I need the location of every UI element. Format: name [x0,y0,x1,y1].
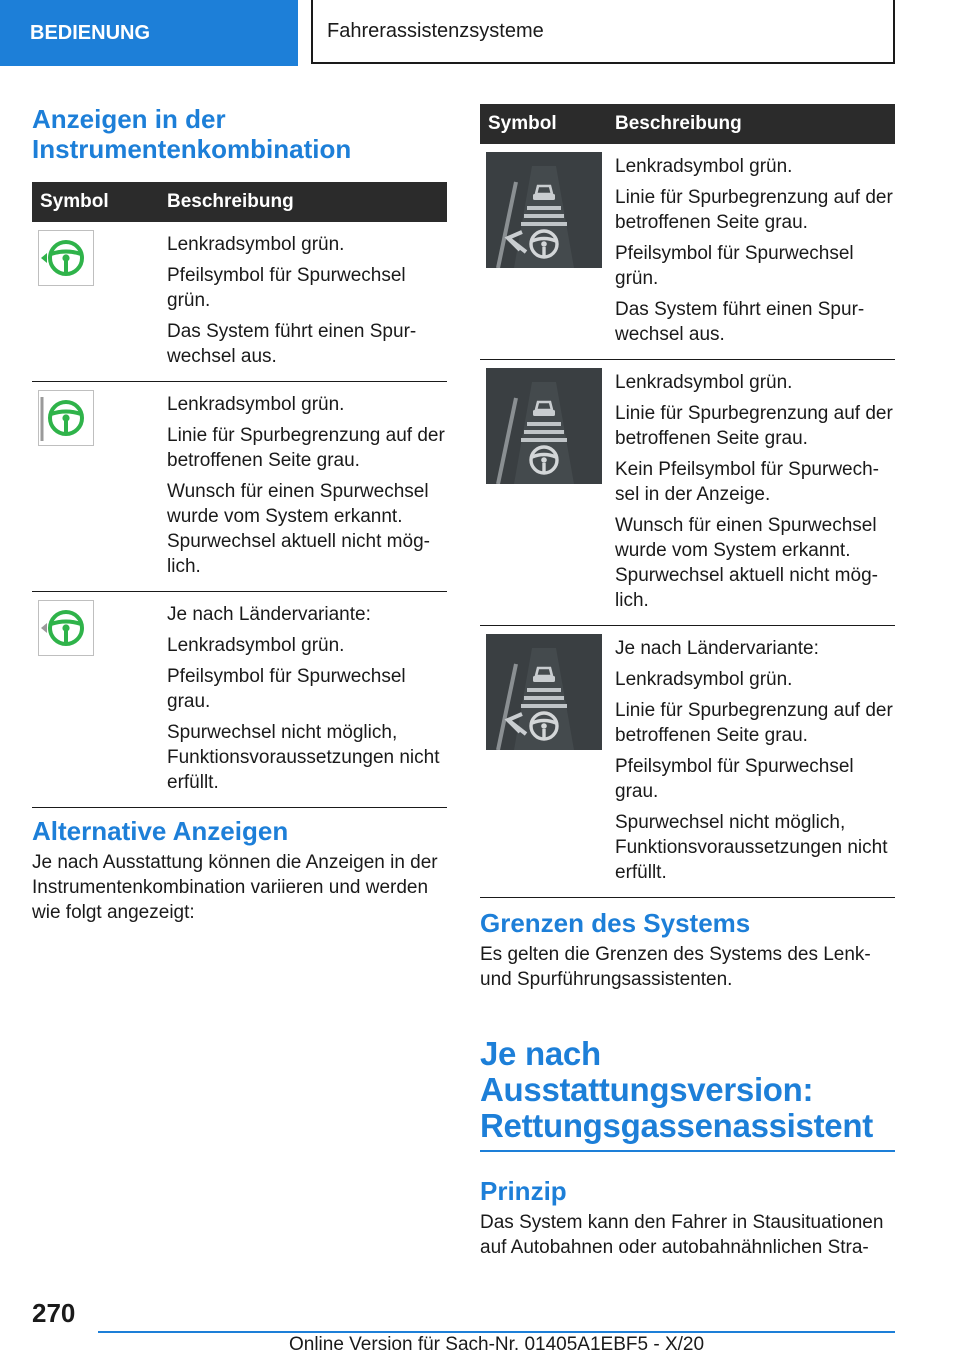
section-tab[interactable]: BEDIENUNG [0,0,298,66]
symbol-table-alternative [480,104,895,898]
description-line: Lenkradsymbol grün. [615,669,793,690]
limits-text: Es gelten die Grenzen des Systems des Lenk- und Spurführungsassistenten. [480,944,871,990]
description-line: Lenkradsymbol grün. [167,394,345,415]
principle-heading: Prinzip [480,1176,567,1206]
main-heading-line: Ausstattungsversion: [480,1071,814,1108]
table-row [32,592,447,808]
main-heading-block [480,1036,895,1152]
description-line: Pfeilsymbol für Spurwechsel grün. [167,265,406,311]
col-header-symbol: Symbol [32,182,163,222]
footer-text: Online Version für Sach-Nr. 01405A1EBF5 - X/20 [288,1334,705,1355]
lane-change-request-icon [486,368,602,484]
lane-change-unavailable-icon [486,634,602,750]
description-line: Je nach Ländervariante: [167,604,371,625]
description-line: Pfeilsymbol für Spurwechsel grau. [167,666,406,712]
col-header-description: Beschreibung [611,104,895,144]
description-line: Spurwechsel nicht möglich, Funktionsvoraussetzungen nicht erfüllt. [167,722,440,793]
description-line: Lenkradsymbol grün. [167,234,345,255]
table-row [32,382,447,592]
limits-heading: Grenzen des Systems [480,908,751,938]
alternative-heading: Alternative Anzeigen [32,816,289,846]
description-line: Lenkradsymbol grün. [615,372,793,393]
description-line: Je nach Ländervariante: [615,638,819,659]
page-number: 270 [32,1298,76,1328]
description-line: Lenkradsymbol grün. [167,635,345,656]
description-line: Kein Pfeilsymbol für Spurwech-sel in der Anzeige. [615,459,879,505]
symbol-table [32,182,447,808]
description-line: Spurwechsel nicht möglich, Funktionsvoraussetzungen nicht erfüllt. [615,812,888,883]
description-line: Wunsch für einen Spurwechsel wurde vom System erkannt. Spurwechsel aktuell nicht mög-lich. [615,515,878,611]
steering-wheel-arrow-grey-icon [38,600,94,656]
description-line: Linie für Spurbegrenzung auf der betroffenen Seite grau. [615,187,893,233]
chapter-title: Fahrerassistenzsysteme [311,0,895,64]
steering-wheel-grey-line-icon [38,390,94,446]
description-line: Pfeilsymbol für Spurwechsel grau. [615,756,854,802]
main-heading-line: Je nach [480,1035,601,1072]
description-line: Wunsch für einen Spurwechsel wurde vom System erkannt. Spurwechsel aktuell nicht mög-lich. [167,481,430,577]
description-line: Linie für Spurbegrenzung auf der betroffenen Seite grau. [615,403,893,449]
description-line: Linie für Spurbegrenzung auf der betroffenen Seite grau. [615,700,893,746]
table-row [32,222,447,382]
page-header [0,0,960,66]
description-line: Pfeilsymbol für Spurwechsel grün. [615,243,854,289]
table-row [480,144,895,360]
lane-change-active-icon [486,152,602,268]
alternative-text: Je nach Ausstattung können die Anzeigen in der Instrumentenkombination variieren und werden wie folgt angezeigt: [32,852,438,923]
section-heading: Anzeigen in der Instrumentenkombination [32,104,352,164]
table-row [480,360,895,626]
description-line: Das System führt einen Spur-wechsel aus. [615,299,865,345]
main-heading-line: Rettungsgassenassistent [480,1107,873,1144]
description-line: Lenkradsymbol grün. [615,156,793,177]
table-row [480,626,895,898]
principle-text: Das System kann den Fahrer in Stausituationen auf Autobahnen oder autobahnähnlichen Stra- [480,1212,884,1258]
steering-wheel-arrow-green-icon [38,230,94,286]
col-header-symbol: Symbol [480,104,611,144]
description-line: Das System führt einen Spur-wechsel aus. [167,321,417,367]
description-line: Linie für Spurbegrenzung auf der betroffenen Seite grau. [167,425,445,471]
col-header-description: Beschreibung [163,182,447,222]
